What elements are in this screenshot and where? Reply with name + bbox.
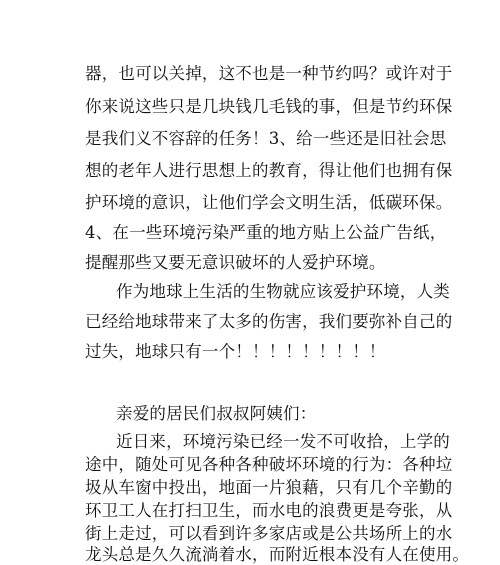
- paragraph-1-line-5: 护环境的意识，让他们学会文明生活，低碳环保。: [85, 193, 453, 212]
- letter-line-2: 途中，随处可见各种各种破坏环境的行为：各种垃: [85, 455, 453, 474]
- letter-line-1: 近日来，环境污染已经一发不可收拾，上学的: [116, 432, 450, 451]
- letter-line-3: 圾从车窗中投出，地面一片狼藉，只有几个辛勤的: [85, 478, 453, 497]
- paragraph-1-line-6: 4、在一些环境污染严重的地方贴上公益广告纸，: [85, 223, 447, 242]
- paragraph-1-line-1: 器，也可以关掉，这不也是一种节约吗？或许对于: [85, 64, 453, 83]
- paragraph-1-line-2: 你来说这些只是几块钱几毛钱的事，但是节约环保: [85, 97, 453, 116]
- paragraph-2-line-1: 作为地球上生活的生物就应该爱护环境，人类: [116, 282, 450, 301]
- letter-line-4: 环卫工人在打扫卫生，而水电的浪费更是夸张，从: [85, 501, 453, 520]
- paragraph-2-line-3: 过失，地球只有一个！！！！！！！！！: [85, 342, 386, 361]
- letter-line-6: 龙头总是久久流淌着水，而附近根本没有人在使用。: [85, 545, 470, 564]
- paragraph-2-line-2: 已经给地球带来了太多的伤害，我们要弥补自己的: [85, 312, 453, 331]
- paragraph-1-line-3: 是我们义不容辞的任务！3、给一些还是旧社会思: [85, 129, 447, 148]
- paragraph-1-line-4: 想的老年人进行思想上的教育，得让他们也拥有保: [85, 161, 453, 180]
- letter-greeting: 亲爱的居民们叔叔阿姨们：: [116, 404, 317, 423]
- paragraph-1-line-7: 提醒那些又要无意识破坏的人爱护环境。: [85, 253, 386, 272]
- letter-line-5: 街上走过，可以看到许多家店或是公共场所上的水: [85, 524, 453, 543]
